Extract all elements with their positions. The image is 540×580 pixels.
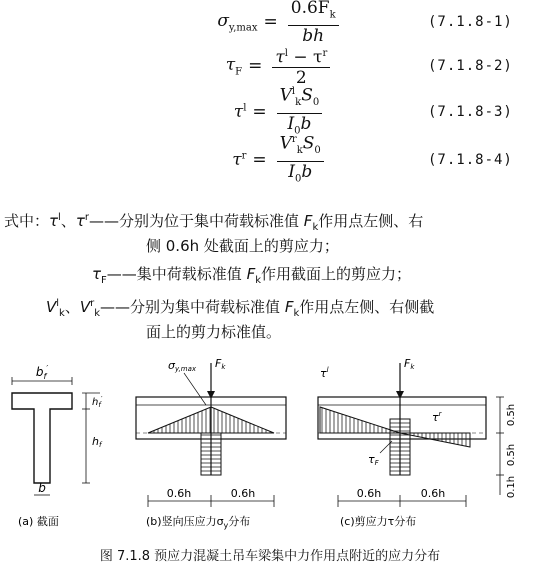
definition-text: 分别为集中荷载标准值 [130,298,281,316]
eq-num-tail-sub: 0 [314,145,321,157]
eq-den: I [288,162,295,183]
symbol: F [284,298,294,316]
fk-label: Fk [404,357,415,371]
dim-06h-left: 0.6h [166,487,192,500]
eq-den: 2 [295,68,307,89]
eq-num-tail: S [301,85,313,106]
fraction [277,131,324,188]
stress-distribution-figure [0,345,540,540]
symbol-sub: k [59,308,65,319]
eq-num-tail-sub: 0 [312,97,320,109]
symbol-sub: k [293,308,300,319]
symbol: F [303,212,313,230]
symbol-sup: l [58,212,61,223]
eq-lhs-sup: l [243,102,247,114]
flange-height-label: $h_f'$ [92,395,103,409]
eq-lhs: τ [233,102,244,122]
equation-number: (7.1.8-3) [428,104,513,120]
sigma-right-triangle [211,407,274,433]
flange-width-label: $b_f'$ [35,364,49,381]
symbol-sup: r [90,298,95,309]
equation-7-1-8-1 [0,0,540,47]
eq-num-sub: k [296,145,303,157]
separator: 、 [60,212,76,230]
panel-a-label: (a) 截面 [18,515,59,528]
eq-lhs-sup: r [241,150,247,162]
eq-lhs: τ [232,150,242,170]
symbol: τ [75,212,85,230]
eq-num-sup: l [284,47,288,59]
eq-den-sub: 0 [294,173,302,185]
tau-left-region [320,407,400,433]
dim-06h-right: 0.6h [420,487,446,500]
tau-f-label: τF [368,453,379,467]
load-arrow [207,391,215,399]
web-width-label: b [38,481,46,495]
symbol-sub: k [94,308,101,319]
dash: —— [89,212,119,230]
eq-num-sup: r [291,134,297,146]
eq-num: τ [275,47,285,68]
eq-num-mid: − τ [287,47,323,68]
symbol-sub: k [312,222,319,233]
eq-den-tail: b [301,162,313,183]
t-section-outline [12,393,72,483]
eq-num: 0.6F [290,0,330,18]
eq-lhs: σ [217,10,229,31]
formula: $\sigma_{y,max}$ = $\frac{0.6F_k}{bh}$ [150,2,410,42]
eq-num-tail: S [302,133,315,154]
tau-l-label: $\tau^l$ [320,366,329,380]
eq-lhs-sub: F [235,66,243,78]
formula: $\tau^r$ = $\frac{V^r_kS_0}{I_0b}$ [150,140,410,180]
symbol-sup: l [56,298,60,309]
panel-c-label: (c)剪应力τ分布 [340,515,417,528]
eq-den-sub: 0 [294,125,301,137]
definition-text: 侧 0.6h 处截面上的剪应力； [146,237,339,255]
eq-num: V [279,133,292,154]
symbol-sup: r [84,212,89,223]
formula: $\tau_F$ = $\frac{\tau^l - \tau^r}{2}$ [150,46,410,86]
dim-05h-top: 0.5h [506,403,517,427]
eq-den: bh [302,26,325,47]
symbol: F [246,265,256,283]
dim-01h: 0.1h [506,475,517,499]
symbol: τ [92,265,102,283]
eq-num-sup: l [291,86,296,98]
dim-06h-right: 0.6h [230,487,256,500]
eq-den-tail: b [300,114,312,135]
equation-7-1-8-3 [0,85,540,137]
fraction [288,0,339,45]
separator: 、 [64,298,80,316]
definition-text: 作用点左侧、右 [318,212,424,230]
dash: —— [100,298,131,316]
equation-number: (7.1.8-4) [428,152,513,168]
definition-text: 作用截面上的剪应力； [261,265,412,283]
total-height-label: hf [92,435,102,449]
symbol: V [46,298,57,316]
sigma-left-triangle [148,407,211,433]
equation-7-1-8-2 [0,46,540,89]
definitions-intro: 式中： [4,212,50,230]
eq-num-sub: k [295,97,302,109]
eq-num-sup2: r [322,47,328,59]
panel-b-diagram [136,357,286,507]
definition-v-cont [146,318,281,346]
symbol-sub: k [255,275,262,286]
dim-06h-left: 0.6h [356,487,382,500]
fraction [272,45,330,88]
definition-text: 集中荷载标准值 [136,265,242,283]
symbol: V [79,298,91,316]
dim-05h-bottom: 0.5h [506,443,517,467]
eq-lhs-sub: y,max [228,22,258,34]
definition-text: 面上的剪力标准值。 [146,323,282,341]
definition-text: 分别为位于集中荷载标准值 [119,212,300,230]
figure-caption: 图 7.1.8 预应力混凝土吊车梁集中力作用点附近的应力分布 [99,549,441,564]
definition-text: 作用点左侧、右侧截 [299,298,435,316]
eq-num-sub: k [329,9,336,21]
dash: —— [106,265,137,283]
sigma-max-label: σy,max [168,359,197,373]
symbol: τ [49,212,59,230]
eq-num: V [279,85,292,106]
fk-label: Fk [215,357,226,371]
equation-number: (7.1.8-2) [428,58,513,74]
t-section-diagram [12,364,103,495]
tau-r-label: $\tau^r$ [432,410,442,424]
definition-tau-lr-cont [146,232,339,260]
equation-7-1-8-4 [0,133,540,185]
eq-den: I [287,114,295,135]
panel-b-label: (b)竖向压应力$\sigma_y$分布 [146,515,251,530]
equation-number: (7.1.8-1) [428,14,513,30]
panel-c-diagram [318,357,517,507]
symbol-sub: F [101,275,107,286]
formula: $\tau^l$ = $\frac{V^l_kS_0}{I_0b}$ [150,92,410,132]
load-arrow [396,391,404,399]
eq-lhs: τ [225,54,236,75]
